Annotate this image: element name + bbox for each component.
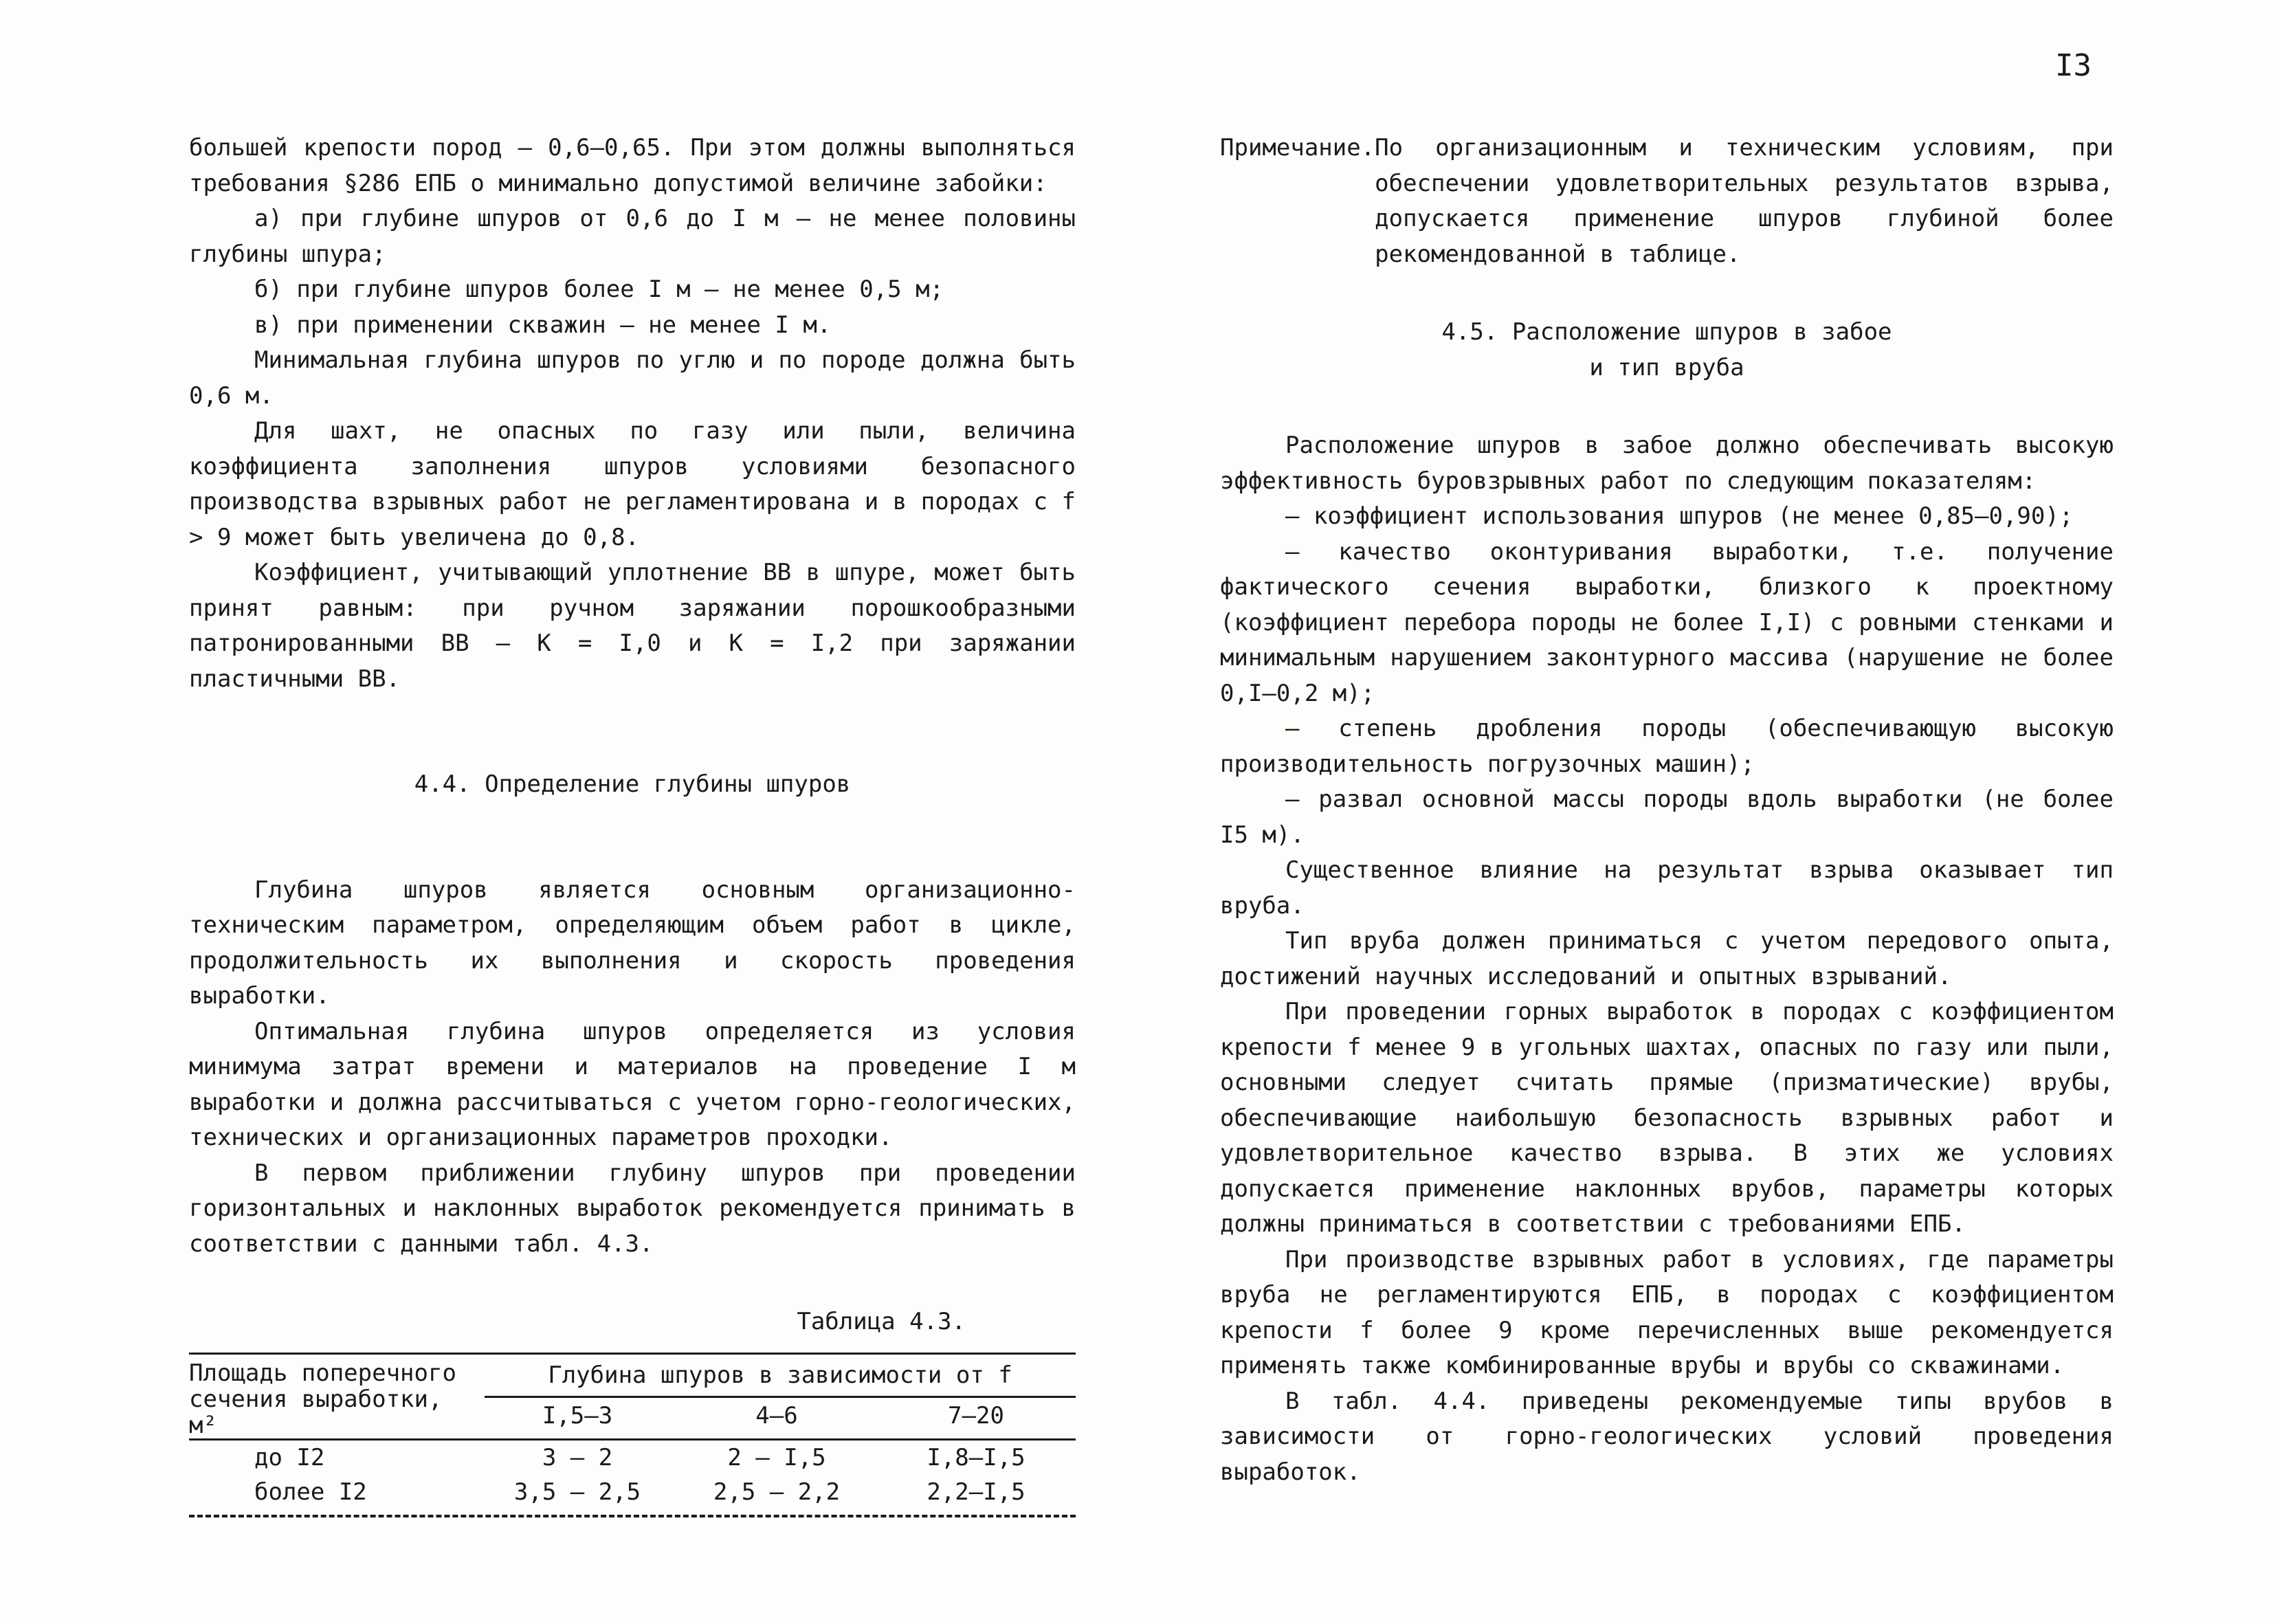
depth-table bbox=[189, 1353, 1076, 1517]
table-header-depth: Глубина шпуров в зависимости от f bbox=[485, 1355, 1076, 1398]
table-cell: до I2 bbox=[254, 1443, 325, 1471]
page-number: I3 bbox=[2055, 48, 2092, 83]
list-item: – качество оконтуривания выработки, т.е. получение фактического сечения выработки, близкого к проектному (коэффициент перебора породы не более I,I) с ровными стенками и минимальным нарушением законтурного массива (нарушение не более 0,I–0,2 м); bbox=[1220, 537, 2114, 707]
table-cell: более I2 bbox=[254, 1478, 367, 1506]
section-heading-4-5-line2: и тип вруба bbox=[1589, 353, 1744, 381]
paragraph: Для шахт, не опасных по газу или пыли, величина коэффициента заполнения шпуров условиями безопасного производства взрывных работ не регламентирована и в породах с f > 9 может быть увеличена до 0,8. bbox=[189, 417, 1076, 551]
list-item: а) при глубине шпуров от 0,6 до I м – не менее половины глубины шпура; bbox=[189, 205, 1076, 268]
note-text: По организационным и техническим условиям, при обеспечении удовлетворительных результатов взрыва, допускается применение шпуров глубиной более рекомендованной в таблице. bbox=[1375, 134, 2114, 268]
table-header bbox=[189, 1355, 1076, 1438]
paragraph: Расположение шпуров в забое должно обеспечивать высокую эффективность буровзрывных работ по следующим показателям: bbox=[1220, 432, 2114, 495]
table-cell: I,8–I,5 bbox=[927, 1443, 1025, 1471]
table-subheader: I,5–3 bbox=[542, 1401, 613, 1430]
table-caption: Таблица 4.3. bbox=[797, 1308, 966, 1335]
note bbox=[1220, 131, 2114, 272]
paragraph: Глубина шпуров является основным организационно-техническим параметром, определяющим объем работ в цикле, продолжительность их выполнения и скорость проведения выработки. bbox=[189, 876, 1076, 1010]
table-row bbox=[189, 1441, 1076, 1475]
table-bottom-rule bbox=[189, 1515, 1076, 1517]
table-subheader: 4–6 bbox=[755, 1401, 798, 1430]
table-header-area: Площадь поперечного сечения выработки, м² bbox=[189, 1359, 456, 1439]
table-cell: 3,5 – 2,5 bbox=[513, 1478, 641, 1506]
list-item: в) при применении скважин – не менее I м. bbox=[254, 311, 832, 339]
table-subheader: 7–20 bbox=[948, 1401, 1004, 1430]
paragraph: В табл. 4.4. приведены рекомендуемые типы врубов в зависимости от горно-геологических условий проведения выработок. bbox=[1220, 1387, 2114, 1486]
table-cell: 3 – 2 bbox=[542, 1443, 613, 1471]
left-column bbox=[189, 131, 1076, 1517]
paragraph: Коэффициент, учитывающий уплотнение ВВ в шпуре, может быть принят равным: при ручном заряжании порошкообразными патронированными ВВ – K = I,0 и K = I,2 при заряжании пластичными ВВ. bbox=[189, 559, 1076, 693]
section-heading-4-5: 4.5. Расположение шпуров в забое bbox=[1441, 318, 1892, 346]
right-column bbox=[1220, 131, 2114, 1490]
paragraph: При производстве взрывных работ в условиях, где параметры вруба не регламентируются ЕПБ, в породах с коэффициентом крепости f более 9 кроме перечисленных выше рекомендуется применять также комбинированные врубы и врубы со скважинами. bbox=[1220, 1245, 2114, 1379]
paragraph: Минимальная глубина шпуров по углю и по породе должна быть 0,6 м. bbox=[189, 346, 1076, 410]
paragraph: В первом приближении глубину шпуров при проведении горизонтальных и наклонных выработок рекомендуется принимать в соответствии с данными табл. 4.3. bbox=[189, 1159, 1076, 1258]
list-item: б) при глубине шпуров более I м – не менее 0,5 м; bbox=[254, 276, 944, 303]
note-label: Примечание. bbox=[1220, 134, 1375, 162]
table-row bbox=[189, 1475, 1076, 1509]
paragraph: При проведении горных выработок в породах с коэффициентом крепости f менее 9 в угольных шахтах, опасных по газу или пыли, основными следует считать прямые (призматические) врубы, обеспечивающие наибольшую безопасность взрывных работ и удовлетворительное качество взрыва. В этих же условиях допускается применение наклонных врубов, параметры которых должны приниматься в соответствии с требованиями ЕПБ. bbox=[1220, 998, 2114, 1238]
paragraph: Тип вруба должен приниматься с учетом передового опыта, достижений научных исследований и опытных взрываний. bbox=[1220, 927, 2114, 990]
section-heading-4-4: 4.4. Определение глубины шпуров bbox=[414, 770, 851, 798]
list-item: – развал основной массы породы вдоль выработки (не более I5 м). bbox=[1220, 786, 2114, 849]
paragraph: Оптимальная глубина шпуров определяется из условия минимума затрат времени и материалов на проведение I м выработки и должна рассчитываться с учетом горно-геологических, технических и организационных параметров проходки. bbox=[189, 1017, 1076, 1151]
table-cell: 2,5 – 2,2 bbox=[713, 1478, 841, 1506]
table-cell: 2 – I,5 bbox=[727, 1443, 826, 1471]
paragraph: большей крепости пород – 0,6–0,65. При этом должны выполняться требования §286 ЕПБ о минимально допустимой величине забойки: bbox=[189, 134, 1076, 197]
list-item: – коэффициент использования шпуров (не менее 0,85–0,90); bbox=[1285, 502, 2074, 530]
paragraph: Существенное влияние на результат взрыва оказывает тип вруба. bbox=[1220, 856, 2114, 920]
list-item: – степень дробления породы (обеспечивающую высокую производительность погрузочных машин); bbox=[1220, 715, 2114, 778]
table-cell: 2,2–I,5 bbox=[927, 1478, 1025, 1506]
